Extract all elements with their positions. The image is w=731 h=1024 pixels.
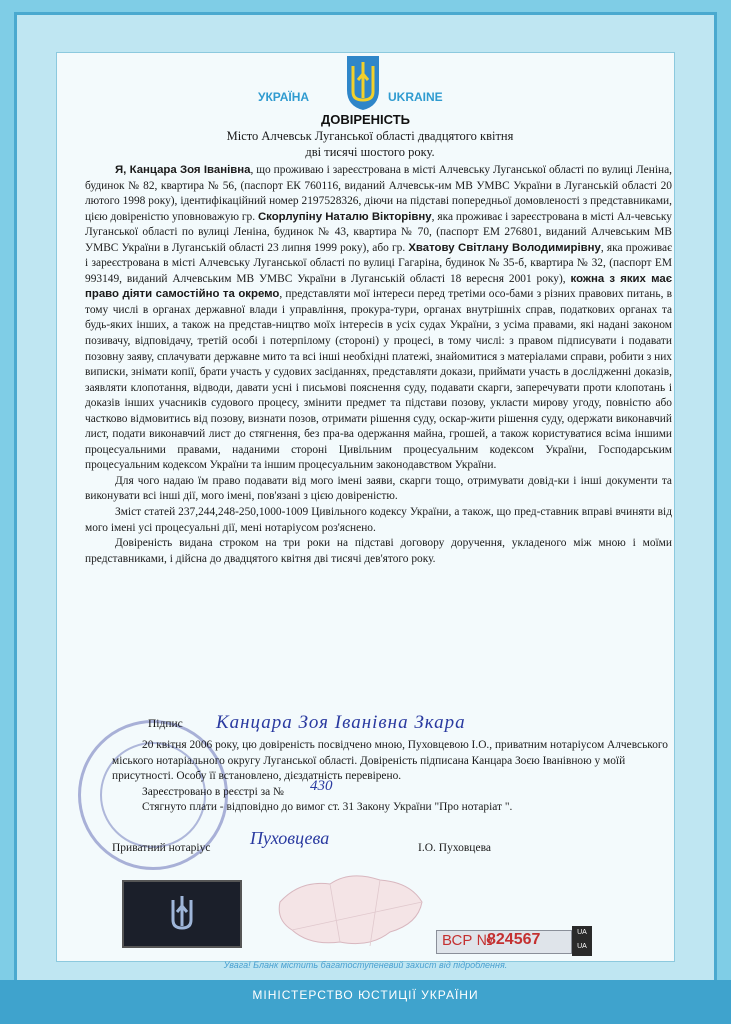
body-text-c: , яка проживає і зареєстрована в місті Алчевську Луганської області по вулиці Гагаріна, будинок № 35-б, квартира № 32, (паспорт ЕМ 993149, виданий Алчевським МВ УМВС України в Луганській області 18 вересня 2001 року), (85, 241, 672, 285)
body-paragraph-1 (85, 163, 672, 474)
representative-1-name: Скорлупіну Наталю Вікторівну (257, 210, 432, 223)
document-title: ДОВІРЕНІСТЬ (320, 112, 411, 127)
representative-2-name: Хватову Світлану Володимирівну (408, 241, 601, 254)
place-and-date (190, 128, 550, 160)
principal-signature: Канцара Зоя Іванівна Зкара (216, 712, 466, 733)
ukraine-map-watermark (270, 862, 430, 954)
country-ua-label: УКРАЇНА (258, 90, 310, 104)
forgery-warning: Увага! Бланк містить багатоступеневий захист від підроблення. (223, 960, 508, 970)
body-text-b: , яка проживає і зареєстрована в місті Ал-чевську Луганської області по вулиці Леніна, будинок № 43, квартира № 70, (паспорт ЕМ 276801, виданий Алчевським МВ УМВС України в Луганській області 23 липня 1999 року), або гр. (85, 210, 672, 254)
notary-title: Приватний нотаріус (112, 842, 211, 854)
body-pre: Я, (115, 164, 130, 176)
notary-signature: Пуховцева (250, 828, 330, 848)
tryzub-emblem-icon (344, 52, 382, 112)
body-text-a: , що проживаю і зареєстрована в місті Алчевську Луганської області по вулиці Леніна, будинок № 82, квартира № 56, (паспорт ЕК 760116, виданий Алчевськ-им МВ УМВС України в Луганській області 20 лютого 1998 року), ідентифікаційний номер 2197528326, діючи на підставі попередньої домовленості з представниками, цією довіреністю уповноважую гр. (85, 164, 672, 223)
country-en-label: UKRAINE (388, 90, 443, 104)
body-paragraph-3: Зміст статей 237,244,248-250,1000-1009 Цивільного кодексу України, а також, що пред-ставник вправі вчиняти від мого імені усі процесуальні дії, мені нотаріусом роз'яснено. (85, 506, 672, 534)
signature-label: Підпис (148, 718, 183, 730)
hologram-sticker (122, 880, 242, 948)
serial-number: 824567 (487, 931, 541, 948)
place-line-2: дві тисячі шостого року. (305, 145, 435, 159)
fee-line: Стягнуто плати - відповідно до вимог ст. 31 Закону України "Про нотаріат ". (142, 801, 513, 813)
registry-number: 430 (310, 778, 333, 794)
footer-bar (0, 980, 731, 1024)
registry-line: Зареєстровано в реєстрі за № (142, 785, 284, 798)
document-body (85, 163, 672, 567)
body-paragraph-4: Довіреність видана строком на три роки на підставі договору доручення, укладеного між мною і моїми представниками, і дійсна до двадцятого квітня дві тисячі дев'ятого року. (85, 537, 672, 565)
body-paragraph-2: Для чого надаю їм право подавати від мого імені заяви, скарги тощо, отримувати довід-ки і інші документи та виконувати всі інші дії, мого імені, пов'язані з цією довіреністю. (85, 474, 672, 503)
notary-certification-text: 20 квітня 2006 року, цю довіреність посвідчено мною, Пуховцевою І.О., приватним нотаріусом Алчевського міського нотаріального округу Луганської області. Довіреність підписана Канцара Зоєю Іванівною у моїй присутності. Особу її встановлено, дієздатність перевірено. (112, 739, 669, 782)
notary-certification (112, 738, 682, 816)
ua-security-mark: UA UA (572, 926, 592, 956)
notary-name: І.О. Пуховцева (418, 842, 491, 854)
body-text-d: , представляти мої інтереси перед третіми осо-бами з різних правових питань, в тому числі в органах державної влади і управління, прокура-тури, органах внутрішніх справ, податкових органах та будь-яких інших, а також на представ-ництво моїх інтересів в усіх судах України, з усіма правами, які надані законом позивачу, відповідачу, третій особі і потерпілому (стороні) у процесі, в тому числі: з правом підписувати і подавати позовну заяву, сплачувати державне мито та всі інші необхідні платежі, знайомитися з матеріалами справи, робити з них виписки, знімати копії, брати участь у судових засіданнях, представляти докази, приймати участь в дослідженні доказів, заявляти клопотання, відводи, давати усні і письмові пояснення суду, подавати скарги, заперечувати проти клопотань і доказів інших учасників судового процесу, змінити предмет та підстави позову, укласти мирову угоду, повністю або частково відмовитись від позову, визнати позов, отримати рішення суду, оскар-жити рішення суду, одержати виконавчий лист, подати виконавчий лист до стягнення, без пра-ва одержання майна, грошей, а також користуватися всіма іншими процесуальними правами, наданими стороні Цивільним процесуальним кодексом України, Господарським процесуальним кодексом України та іншим процесуальним законодавством України. (85, 288, 672, 472)
serial-prefix: ВСР № (442, 932, 493, 949)
separate-authority-clause: кожна з яких має право діяти самостійно та окремо (85, 272, 672, 301)
principal-name: Канцара Зоя Іванівна (129, 164, 251, 176)
hologram-tryzub-icon (167, 892, 197, 936)
place-line-1: Місто Алчевськ Луганської області двадцятого квітня (226, 129, 514, 143)
ministry-label: МІНІСТЕРСТВО ЮСТИЦІЇ УКРАЇНИ (252, 988, 479, 1002)
